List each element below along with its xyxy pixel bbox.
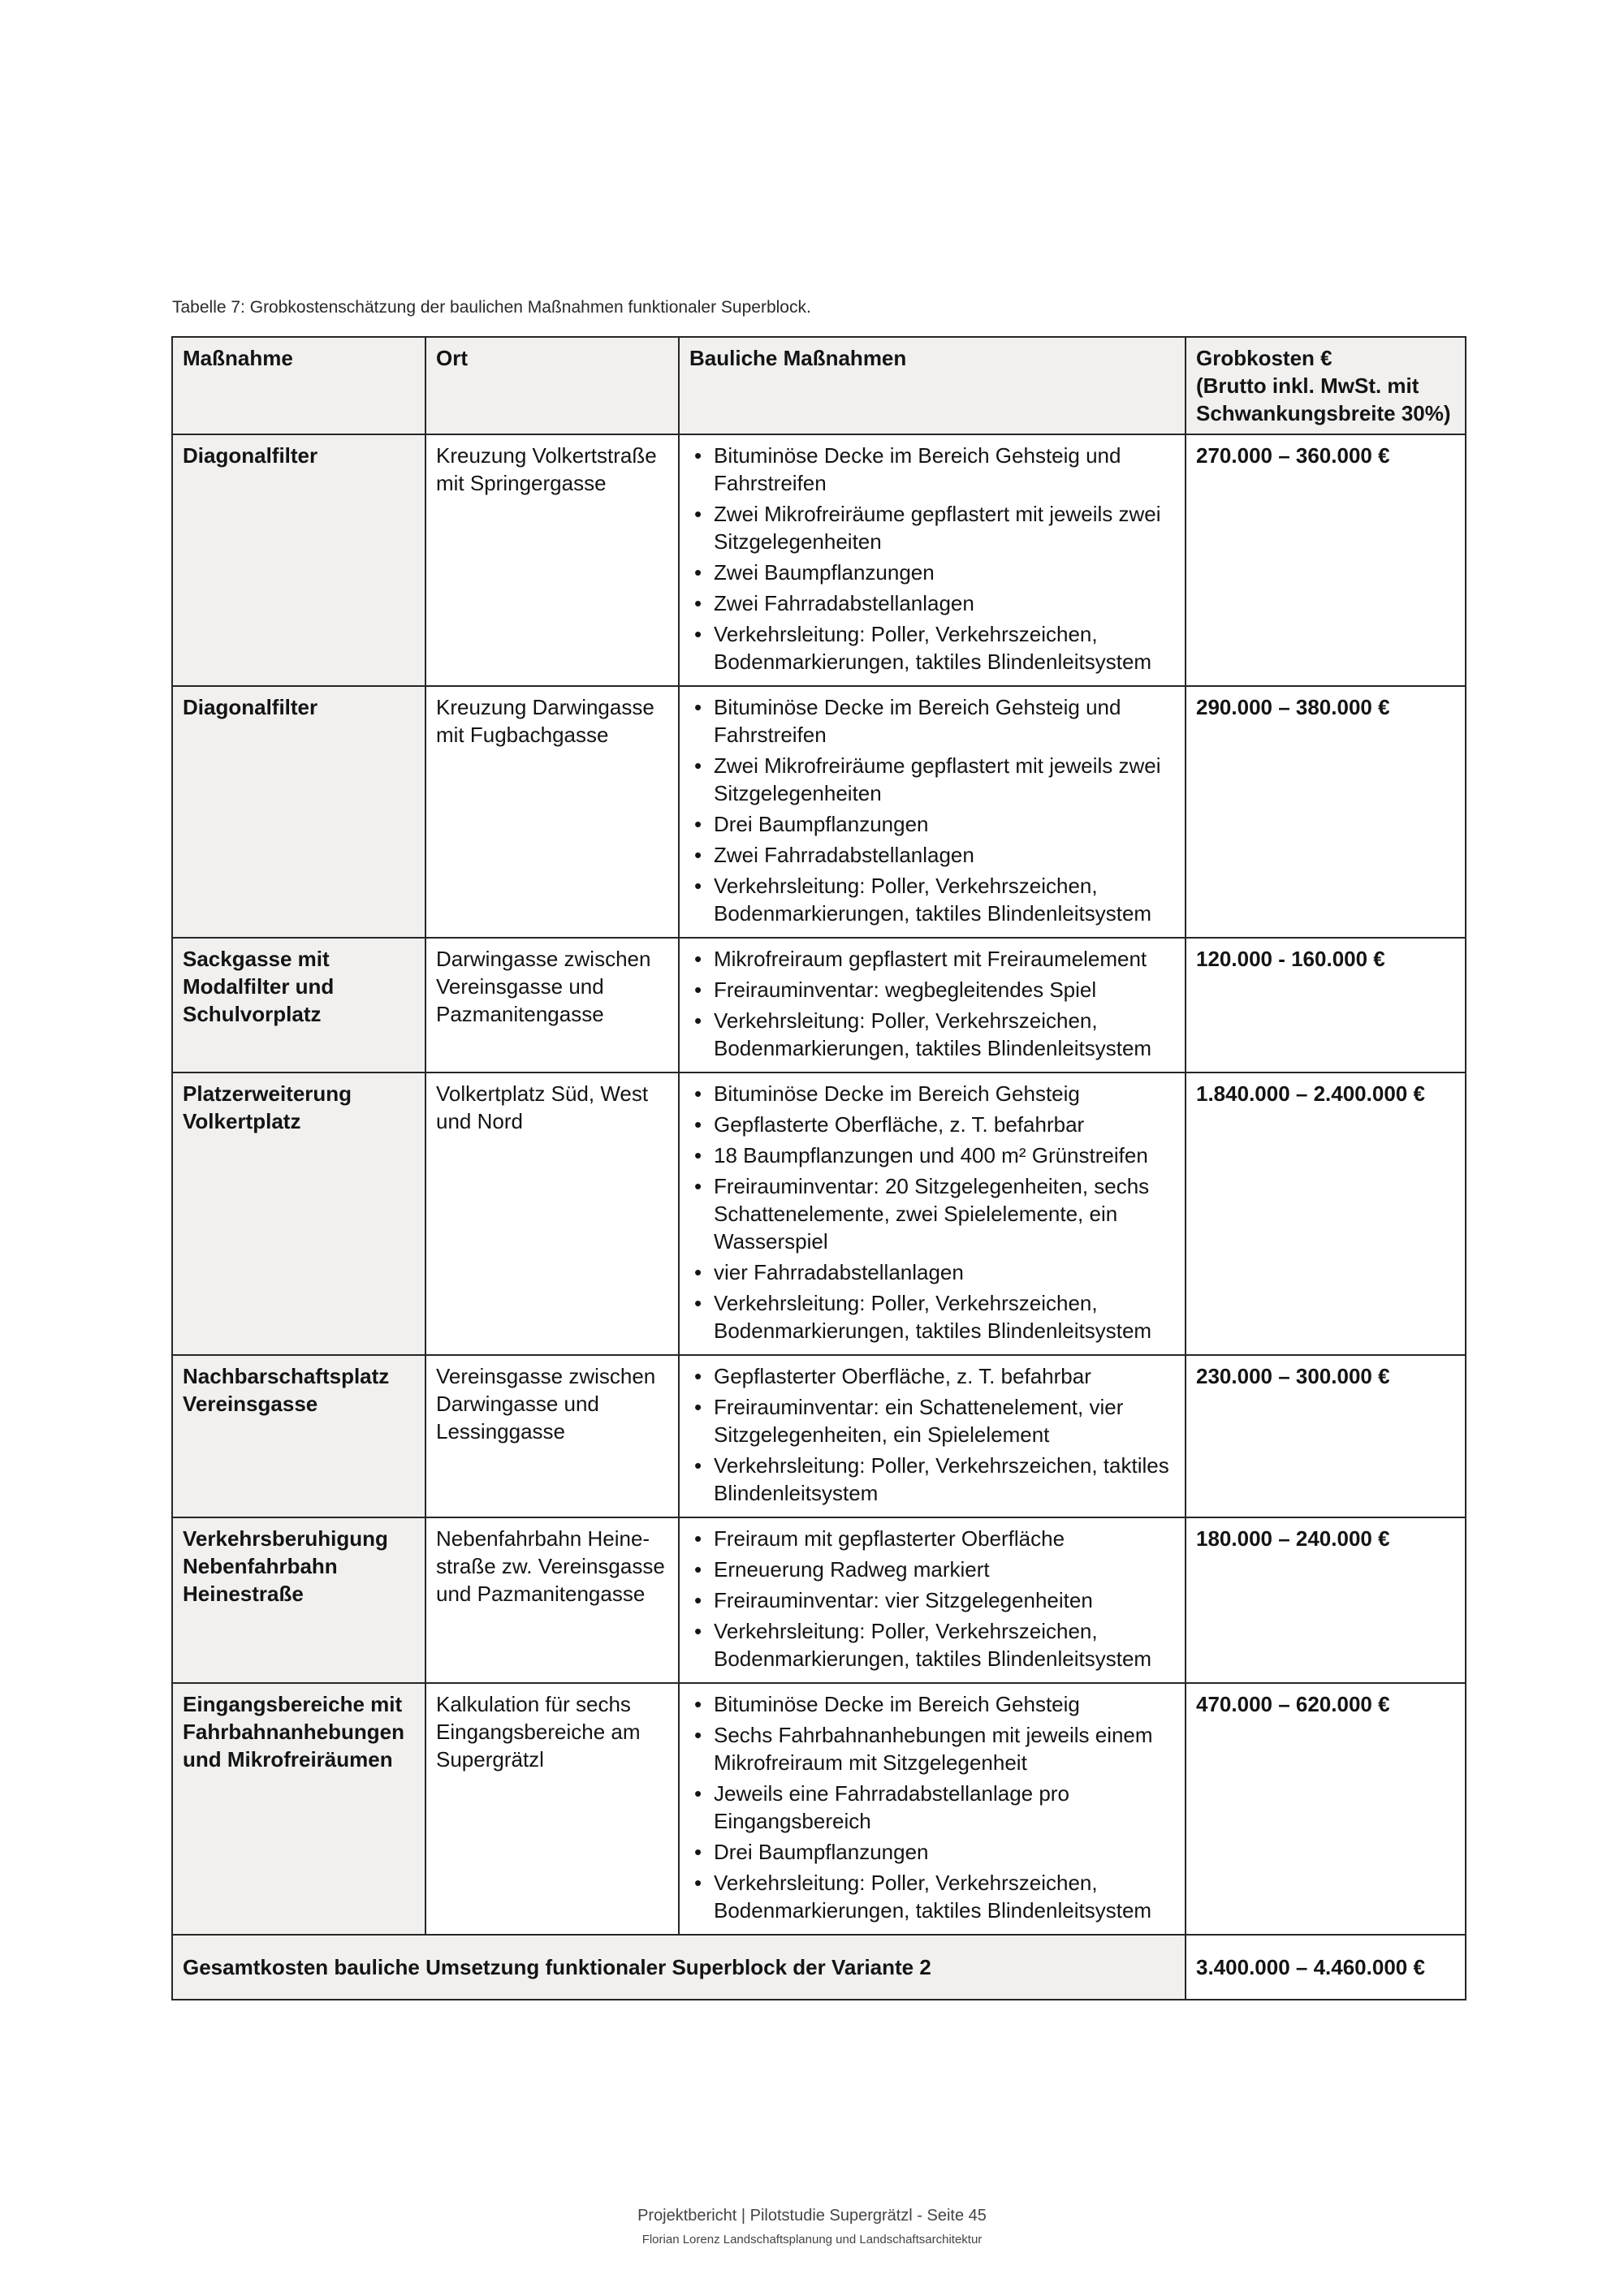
cell-actions — [679, 1072, 1186, 1355]
action-item: • Verkehrsleitung: Poller, Verkehrszeichen, Bodenmarkierungen, taktiles Blindenleitsystem — [689, 1869, 1175, 1924]
action-item: • vier Fahrradabstellanlagen — [689, 1258, 1175, 1286]
action-item: • Verkehrsleitung: Poller, Verkehrszeichen, Bodenmarkierungen, taktiles Blindenleitsystem — [689, 1289, 1175, 1344]
header-actions: Bauliche Maßnahmen — [679, 337, 1186, 434]
action-item: • 18 Baumpflanzungen und 400 m² Grünstreifen — [689, 1142, 1175, 1169]
action-item: • Bituminöse Decke im Bereich Gehsteig — [689, 1080, 1175, 1107]
table-row — [172, 1683, 1466, 1935]
action-item: • Zwei Mikrofreiräume gepflastert mit jeweils zwei Sitzgelegenheiten — [689, 500, 1175, 555]
cell-measure: Verkehrsberuhigung Nebenfahrbahn Heinestraße — [172, 1517, 425, 1683]
cell-actions — [679, 686, 1186, 938]
action-item: • Mikrofreiraum gepflastert mit Freiraumelement — [689, 945, 1175, 973]
cell-cost: 470.000 – 620.000 € — [1186, 1683, 1466, 1935]
action-item: • Verkehrsleitung: Poller, Verkehrszeichen, Bodenmarkierungen, taktiles Blindenleitsystem — [689, 1617, 1175, 1672]
header-place: Ort — [425, 337, 679, 434]
cell-actions — [679, 1683, 1186, 1935]
cell-measure: Diagonalfilter — [172, 686, 425, 938]
action-item: • Gepflasterte Oberfläche, z. T. befahrbar — [689, 1111, 1175, 1138]
cell-cost: 180.000 – 240.000 € — [1186, 1517, 1466, 1683]
cell-measure: Nachbarschaftsplatz Vereinsgasse — [172, 1355, 425, 1517]
action-item: • Bituminöse Decke im Bereich Gehsteig und Fahrstreifen — [689, 693, 1175, 749]
action-item: • Freirauminventar: wegbegleitendes Spiel — [689, 976, 1175, 1003]
action-item: • Sechs Fahrbahnanhebungen mit jeweils einem Mikrofreiraum mit Sitzgelegenheit — [689, 1721, 1175, 1776]
action-item: • Erneuerung Radweg markiert — [689, 1556, 1175, 1583]
action-item: • Verkehrsleitung: Poller, Verkehrszeichen, Bodenmarkierungen, taktiles Blindenleitsystem — [689, 1007, 1175, 1062]
total-label: Gesamtkosten bauliche Umsetzung funktionaler Superblock der Variante 2 — [172, 1935, 1186, 2000]
action-item: • Jeweils eine Fahrradabstellanlage pro Eingangsbereich — [689, 1780, 1175, 1835]
table-header-row — [172, 337, 1466, 434]
header-cost — [1186, 337, 1466, 434]
table-row — [172, 938, 1466, 1072]
action-item: • Zwei Mikrofreiräume gepflastert mit jeweils zwei Sitzgelegenheiten — [689, 752, 1175, 807]
actions-list — [689, 1690, 1175, 1924]
action-item: • Drei Baumpflanzungen — [689, 810, 1175, 838]
table-row — [172, 434, 1466, 686]
cell-place: Darwingasse zwischen Vereinsgasse und Pazmanitengasse — [425, 938, 679, 1072]
cell-place: Vereinsgasse zwischen Darwingasse und Lessinggasse — [425, 1355, 679, 1517]
cell-actions — [679, 938, 1186, 1072]
cell-measure: Sackgasse mit Modalfilter und Schulvorplatz — [172, 938, 425, 1072]
cell-actions — [679, 1355, 1186, 1517]
cell-place: Nebenfahrbahn Heinestraße zw. Vereinsgasse und Pazmanitengasse — [425, 1517, 679, 1683]
action-item: • Drei Baumpflanzungen — [689, 1838, 1175, 1866]
cell-place: Volkertplatz Süd, West und Nord — [425, 1072, 679, 1355]
table-row — [172, 1517, 1466, 1683]
action-item: • Zwei Fahrradabstellanlagen — [689, 841, 1175, 869]
action-item: • Bituminöse Decke im Bereich Gehsteig — [689, 1690, 1175, 1718]
actions-list — [689, 1080, 1175, 1344]
table-body — [172, 434, 1466, 2000]
footer-author: Florian Lorenz Landschaftsplanung und Landschaftsarchitektur — [641, 2233, 983, 2246]
action-item: • Freirauminventar: ein Schattenelement, vier Sitzgelegenheiten, ein Spielelement — [689, 1393, 1175, 1448]
table-row — [172, 1355, 1466, 1517]
table-row — [172, 1072, 1466, 1355]
action-item: • Freiraum mit gepflasterter Oberfläche — [689, 1525, 1175, 1552]
cell-cost: 230.000 – 300.000 € — [1186, 1355, 1466, 1517]
cell-measure: Eingangsbereiche mit Fahrbahnanhebungen und Mikrofreiräumen — [172, 1683, 425, 1935]
cell-place: Kreuzung Volkertstraße mit Springergasse — [425, 434, 679, 686]
table-row — [172, 686, 1466, 938]
header-cost-line1: Grobkosten € — [1196, 346, 1332, 370]
cell-cost: 1.840.000 – 2.400.000 € — [1186, 1072, 1466, 1355]
action-item: • Zwei Fahrradabstellanlagen — [689, 589, 1175, 617]
footer-title: Projektbericht | Pilotstudie Supergrätzl - Seite 45 — [637, 2207, 987, 2225]
actions-list — [689, 1362, 1175, 1507]
action-item: • Verkehrsleitung: Poller, Verkehrszeichen, Bodenmarkierungen, taktiles Blindenleitsystem — [689, 620, 1175, 675]
cell-measure: Platzerweiterung Volkertplatz — [172, 1072, 425, 1355]
header-measure: Maßnahme — [172, 337, 425, 434]
actions-list — [689, 442, 1175, 675]
total-cost: 3.400.000 – 4.460.000 € — [1186, 1935, 1466, 2000]
action-item: • Verkehrsleitung: Poller, Verkehrszeichen, taktiles Blindenleitsystem — [689, 1452, 1175, 1507]
cell-cost: 120.000 - 160.000 € — [1186, 938, 1466, 1072]
total-row — [172, 1935, 1466, 2000]
cell-cost: 290.000 – 380.000 € — [1186, 686, 1466, 938]
table-caption: Tabelle 7: Grobkostenschätzung der baulichen Maßnahmen funktionaler Superblock. — [172, 298, 811, 317]
action-item: • Freirauminventar: vier Sitzgelegenheiten — [689, 1586, 1175, 1614]
cell-actions — [679, 1517, 1186, 1683]
header-cost-line3: Schwankungsbreite 30%) — [1196, 401, 1451, 425]
cell-place: Kalkulation für sechs Eingangsbereiche am Supergrätzl — [425, 1683, 679, 1935]
action-item: • Freirauminventar: 20 Sitzgelegenheiten, sechs Schattenelemente, zwei Spielelemente, ein Wasserspiel — [689, 1172, 1175, 1255]
cell-place: Kreuzung Darwingasse mit Fugbachgasse — [425, 686, 679, 938]
cell-measure: Diagonalfilter — [172, 434, 425, 686]
action-item: • Verkehrsleitung: Poller, Verkehrszeichen, Bodenmarkierungen, taktiles Blindenleitsystem — [689, 872, 1175, 927]
cost-table — [171, 336, 1466, 2000]
actions-list — [689, 1525, 1175, 1672]
cell-actions — [679, 434, 1186, 686]
action-item: • Gepflasterter Oberfläche, z. T. befahrbar — [689, 1362, 1175, 1390]
actions-list — [689, 945, 1175, 1062]
actions-list — [689, 693, 1175, 927]
cell-cost: 270.000 – 360.000 € — [1186, 434, 1466, 686]
header-cost-line2: (Brutto inkl. MwSt. mit — [1196, 373, 1419, 398]
action-item: • Zwei Baumpflanzungen — [689, 559, 1175, 586]
action-item: • Bituminöse Decke im Bereich Gehsteig und Fahrstreifen — [689, 442, 1175, 497]
